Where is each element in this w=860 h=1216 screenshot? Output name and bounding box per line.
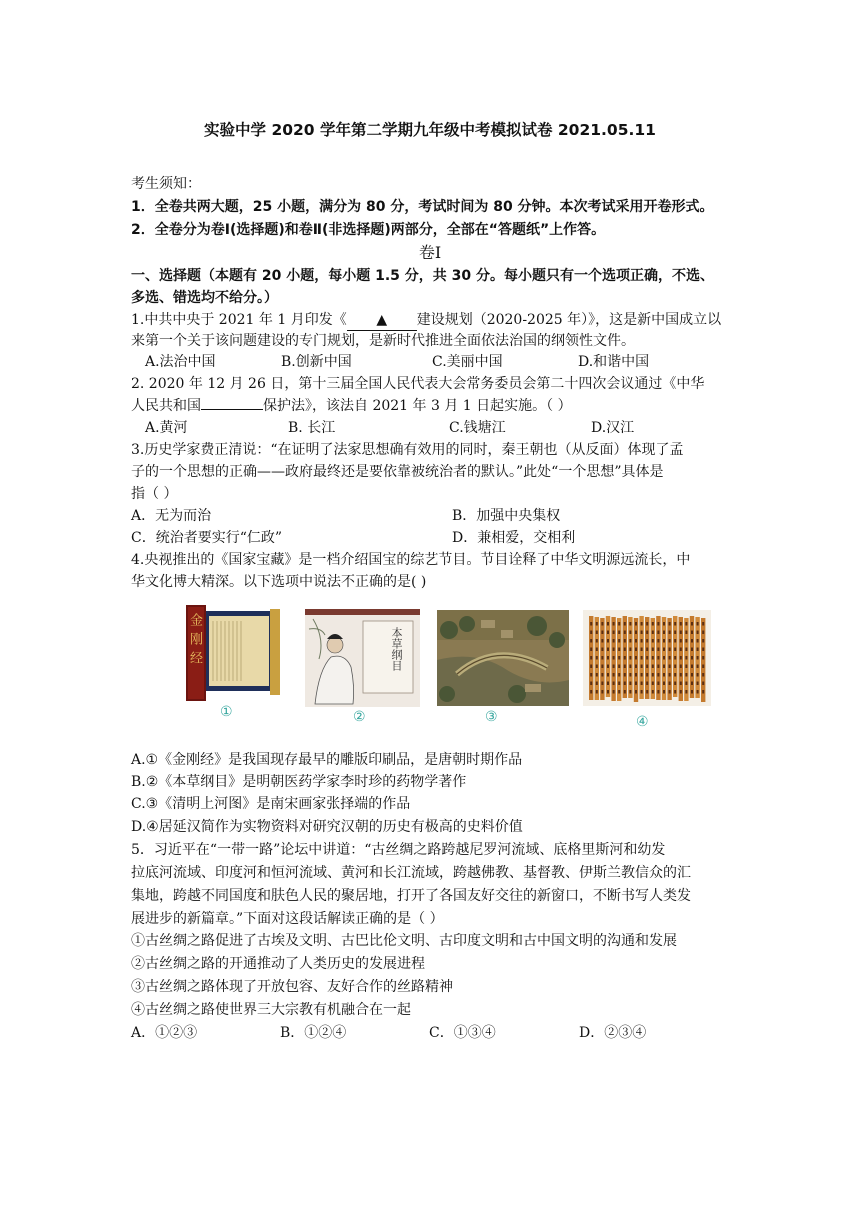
bamboo-slip-character — [685, 682, 687, 686]
q4-stem-line2: 华文化博大精深。以下选项中说法不正确的是( ) — [131, 574, 427, 590]
q4-stem-line1: 4.央视推出的《国家宝藏》是一档介绍国宝的综艺节目。节目诠释了中华文明源远流长，中 — [131, 552, 691, 568]
q1-option-c: C.美丽中国 — [432, 354, 503, 370]
bamboo-slip-character — [680, 622, 682, 626]
bamboo-slip-character — [624, 665, 626, 669]
q1-blank-marker: ▲ — [376, 312, 388, 328]
q5-statement-4: ④古丝绸之路使世界三大宗教有机融合在一起 — [131, 1002, 411, 1018]
bamboo-slip-character — [691, 665, 693, 669]
bamboo-slip-character — [680, 631, 682, 635]
bamboo-slip-character — [697, 682, 699, 686]
bamboo-slip-character — [601, 639, 603, 643]
bamboo-slip-character — [663, 639, 665, 643]
bamboo-slip-character — [685, 631, 687, 635]
bamboo-slip-character — [691, 690, 693, 694]
bamboo-slip-character — [663, 631, 665, 635]
bamboo-slip-character — [652, 622, 654, 626]
q1-option-d: D.和谐中国 — [578, 354, 650, 370]
q3-stem-line3: 指（ ） — [131, 486, 178, 502]
bamboo-slip-character — [641, 690, 643, 694]
exam-title: 实验中学 2020 学年第二学期九年级中考模拟试卷 2021.05.11 — [204, 121, 656, 139]
bamboo-slip-character — [629, 622, 631, 626]
bamboo-slip-character — [685, 665, 687, 669]
q5-option-d: D．②③④ — [579, 1025, 647, 1041]
bamboo-slip-character — [641, 665, 643, 669]
bamboo-slip-character — [646, 673, 648, 677]
bamboo-slip-character — [652, 665, 654, 669]
bamboo-slip-character — [596, 665, 598, 669]
bamboo-slip-character — [596, 648, 598, 652]
bamboo-slip-character — [674, 682, 676, 686]
bamboo-slip-character — [613, 639, 615, 643]
bamboo-slip-character — [590, 682, 592, 686]
bamboo-slip-character — [663, 690, 665, 694]
bamboo-slip-character — [669, 622, 671, 626]
bamboo-slip-character — [691, 622, 693, 626]
bamboo-slip-character — [618, 690, 620, 694]
bamboo-slip-character — [685, 639, 687, 643]
bamboo-slip-character — [697, 673, 699, 677]
bamboo-slip-character — [624, 622, 626, 626]
bamboo-slip-character — [669, 665, 671, 669]
q1-option-b: B.创新中国 — [281, 354, 352, 370]
bamboo-slip-character — [702, 682, 704, 686]
bencao-gangmu-image — [305, 609, 420, 707]
bamboo-slip-character — [646, 648, 648, 652]
bamboo-slip-character — [646, 665, 648, 669]
bamboo-slip-character — [674, 631, 676, 635]
bamboo-slip-character — [624, 682, 626, 686]
bamboo-slip-character — [624, 639, 626, 643]
bamboo-slip-character — [702, 665, 704, 669]
juyan-bamboo-slips-image — [583, 610, 711, 706]
bamboo-slip-character — [680, 665, 682, 669]
bamboo-slip-character — [646, 639, 648, 643]
bamboo-slip-character — [657, 673, 659, 677]
q1-stem-post: 建设规划（2020-2025 年）》，这是新中国成立以 — [416, 312, 722, 328]
bamboo-slip-character — [629, 631, 631, 635]
bamboo-slip-character — [680, 656, 682, 660]
q3-option-c: C．统治者要实行“仁政” — [131, 530, 283, 546]
bamboo-slip-character — [697, 622, 699, 626]
bamboo-slip-character — [652, 648, 654, 652]
notice-item-1: 1．全卷共两大题，25 小题，满分为 80 分，考试时间为 80 分钟。本次考试采用开卷形式。 — [131, 199, 714, 215]
bamboo-slip-character — [674, 639, 676, 643]
bamboo-slip-character — [601, 622, 603, 626]
bamboo-slip-character — [596, 682, 598, 686]
q4-option-b: B.②《本草纲目》是明朝医药学家李时珍的药物学著作 — [131, 774, 467, 790]
bamboo-slip-character — [607, 622, 609, 626]
bamboo-slip-character — [601, 690, 603, 694]
bamboo-slip-character — [596, 639, 598, 643]
q1-stem-line1 — [131, 310, 721, 331]
bencao-gangmu-cover-text: 本草纲目 — [390, 627, 403, 671]
bamboo-slip-character — [635, 622, 637, 626]
bamboo-slip-character — [685, 673, 687, 677]
bamboo-slip-character — [669, 656, 671, 660]
bamboo-slip-character — [669, 673, 671, 677]
bamboo-slip-character — [629, 656, 631, 660]
bamboo-slip-character — [702, 690, 704, 694]
bamboo-slip-character — [590, 673, 592, 677]
bamboo-slip-character — [607, 639, 609, 643]
bamboo-slip-character — [646, 690, 648, 694]
bamboo-slip-character — [657, 665, 659, 669]
q5-statement-1: ①古丝绸之路促进了古埃及文明、古巴比伦文明、古印度文明和古中国文明的沟通和发展 — [131, 933, 677, 949]
bamboo-slip-character — [635, 656, 637, 660]
bamboo-slip-character — [646, 656, 648, 660]
bamboo-slip-character — [685, 690, 687, 694]
bamboo-slip-character — [618, 656, 620, 660]
bamboo-slip-character — [691, 682, 693, 686]
q4-option-d: D.④居延汉简作为实物资料对研究汉朝的历史有极高的史料价值 — [131, 819, 523, 835]
bamboo-slip-character — [657, 648, 659, 652]
q1-option-a: A.法治中国 — [145, 354, 216, 370]
bamboo-slip-character — [663, 682, 665, 686]
bamboo-slip-character — [657, 622, 659, 626]
bamboo-slip-character — [674, 648, 676, 652]
q4-caption-3: ③ — [485, 709, 498, 725]
bamboo-slip-character — [590, 656, 592, 660]
q2-stem-line1: 2. 2020 年 12 月 26 日，第十三届全国人民代表大会常务委员会第二十四次会议通过《中华 — [131, 376, 705, 392]
bamboo-slip-character — [697, 639, 699, 643]
q2-stem-line2 — [131, 396, 572, 416]
bamboo-slip-character — [652, 682, 654, 686]
bamboo-slip-character — [663, 648, 665, 652]
q3-option-b: B．加强中央集权 — [452, 508, 561, 524]
bamboo-slip-character — [657, 639, 659, 643]
bamboo-slip-character — [590, 648, 592, 652]
bamboo-slip-character — [669, 631, 671, 635]
bamboo-slip-character — [674, 656, 676, 660]
bamboo-slip-character — [685, 656, 687, 660]
q4-caption-4: ④ — [636, 714, 649, 730]
qingming-painting-image — [437, 610, 569, 706]
q3-stem-line2: 子的一个思想的正确——政府最终还是要依靠被统治者的默认。”此处“一个思想”具体是 — [131, 464, 664, 480]
bamboo-slip-character — [641, 639, 643, 643]
q2-option-c: C.钱塘江 — [449, 420, 506, 436]
bamboo-slip-character — [613, 690, 615, 694]
bamboo-slip-character — [691, 639, 693, 643]
bamboo-slip-character — [657, 682, 659, 686]
bamboo-slip-character — [697, 631, 699, 635]
q5-statement-2: ②古丝绸之路的开通推动了人类历史的发展进程 — [131, 956, 425, 972]
bamboo-slip-character — [702, 622, 704, 626]
bamboo-slip-character — [702, 648, 704, 652]
q2-option-b: B. 长江 — [288, 420, 336, 436]
bamboo-slip-character — [641, 682, 643, 686]
bamboo-slip-character — [601, 656, 603, 660]
bamboo-slip-character — [652, 631, 654, 635]
q5-stem-line4: 展进步的新篇章。”下面对这段话解读正确的是（ ） — [131, 911, 444, 927]
bamboo-slip-character — [641, 673, 643, 677]
bamboo-slip-character — [613, 656, 615, 660]
bamboo-slip-character — [657, 656, 659, 660]
bamboo-slip-character — [629, 690, 631, 694]
bamboo-slip-character — [629, 673, 631, 677]
bamboo-slip-character — [669, 682, 671, 686]
bamboo-slip-character — [618, 639, 620, 643]
q1-stem-line2: 来第一个关于该问题建设的专门规划，是新时代推进全面依法治国的纲领性文件。 — [131, 333, 635, 349]
bamboo-slip-character — [669, 648, 671, 652]
bamboo-slip-character — [596, 690, 598, 694]
bamboo-slip-character — [613, 673, 615, 677]
bamboo-slip-character — [596, 631, 598, 635]
bamboo-slip-character — [646, 631, 648, 635]
bamboo-slip-character — [685, 622, 687, 626]
bamboo-slip-character — [691, 673, 693, 677]
bamboo-slip-character — [590, 690, 592, 694]
bamboo-slip-character — [629, 682, 631, 686]
q3-option-d: D．兼相爱，交相利 — [452, 530, 576, 546]
q2-stem-post: 保护法》，该法自 2021 年 3 月 1 日起实施。（ ） — [263, 398, 572, 414]
bamboo-slip-character — [669, 690, 671, 694]
bamboo-slip-character — [590, 665, 592, 669]
q2-option-d: D.汉江 — [591, 420, 635, 436]
bamboo-slip-character — [596, 673, 598, 677]
bamboo-slip-character — [613, 622, 615, 626]
diamond-sutra-image — [182, 601, 288, 705]
bamboo-slip-character — [697, 665, 699, 669]
notice-item-2: 2．全卷分为卷Ⅰ(选择题)和卷Ⅱ(非选择题)两部分，全部在“答题纸”上作答。 — [131, 222, 606, 238]
bamboo-slip-character — [607, 673, 609, 677]
bamboo-slip-character — [702, 639, 704, 643]
diamond-sutra-spine-text: 金刚经 — [187, 613, 202, 670]
bamboo-slip-character — [652, 673, 654, 677]
bamboo-slip-character — [613, 648, 615, 652]
bamboo-slip-character — [618, 682, 620, 686]
bamboo-slip-character — [601, 648, 603, 652]
bamboo-slip-character — [674, 690, 676, 694]
bamboo-slip-character — [635, 648, 637, 652]
bamboo-slip-character — [697, 656, 699, 660]
q5-option-b: B．①②④ — [280, 1025, 347, 1041]
bamboo-slip-character — [629, 665, 631, 669]
bamboo-slip-character — [663, 665, 665, 669]
q2-option-a: A.黄河 — [145, 420, 188, 436]
volume-heading: 卷Ⅰ — [418, 243, 442, 262]
bamboo-slip-character — [618, 631, 620, 635]
bamboo-slip-character — [685, 648, 687, 652]
q3-stem-line1: 3.历史学家费正清说：“在证明了法家思想确有效用的同时，秦王朝也（从反面）体现了孟 — [131, 442, 684, 458]
bamboo-slip-character — [607, 690, 609, 694]
q1-blank — [347, 310, 417, 331]
bamboo-slip-character — [702, 656, 704, 660]
bamboo-slip-character — [680, 682, 682, 686]
bamboo-slip-character — [669, 639, 671, 643]
bamboo-slip-character — [702, 631, 704, 635]
bamboo-slip-character — [596, 622, 598, 626]
bamboo-slip-character — [613, 682, 615, 686]
q4-caption-1: ① — [220, 704, 233, 720]
bamboo-slip-character — [607, 656, 609, 660]
bamboo-slip-character — [607, 631, 609, 635]
bamboo-slip-character — [590, 639, 592, 643]
bamboo-slip-character — [691, 648, 693, 652]
bamboo-slip-character — [618, 673, 620, 677]
bamboo-slip-character — [691, 631, 693, 635]
bamboo-slip-character — [680, 639, 682, 643]
q4-option-a: A.①《金刚经》是我国现存最早的雕版印刷品，是唐朝时期作品 — [131, 752, 523, 768]
bamboo-slip-character — [663, 656, 665, 660]
q4-caption-2: ② — [353, 709, 366, 725]
bamboo-slip-character — [657, 690, 659, 694]
q5-stem-line2: 拉底河流域、印度河和恒河流域、黄河和长江流域，跨越佛教、基督教、伊斯兰教信众的汇 — [131, 865, 691, 881]
bamboo-slip-character — [641, 656, 643, 660]
bamboo-slip-character — [652, 656, 654, 660]
notice-header: 考生须知： — [131, 176, 201, 192]
bamboo-slip-character — [691, 656, 693, 660]
q5-stem-line1: 5．习近平在“一带一路”论坛中讲道：“古丝绸之路跨越尼罗河流域、底格里斯河和幼发 — [131, 842, 666, 858]
bamboo-slip-character — [680, 673, 682, 677]
bamboo-slip-character — [601, 682, 603, 686]
q5-option-c: C．①③④ — [429, 1025, 496, 1041]
bamboo-slip-character — [663, 622, 665, 626]
q4-option-c: C.③《清明上河图》是南宋画家张择端的作品 — [131, 796, 411, 812]
bamboo-slip-character — [641, 622, 643, 626]
q2-stem-pre: 人民共和国 — [131, 398, 201, 414]
bamboo-slip-character — [607, 665, 609, 669]
bamboo-slip-character — [674, 665, 676, 669]
bamboo-slip-character — [613, 631, 615, 635]
bamboo-slip-character — [635, 631, 637, 635]
bamboo-slip-character — [680, 648, 682, 652]
bamboo-slip-character — [641, 631, 643, 635]
bamboo-slip-character — [635, 673, 637, 677]
bamboo-slip-character — [624, 673, 626, 677]
q1-stem-pre: 1.中共中央于 2021 年 1 月印发《 — [131, 312, 347, 328]
q3-option-a: A．无为而治 — [131, 508, 212, 524]
bamboo-slip-character — [607, 682, 609, 686]
bamboo-slip-character — [618, 648, 620, 652]
bamboo-slip-character — [635, 690, 637, 694]
bamboo-slip-character — [674, 622, 676, 626]
bamboo-slip-character — [635, 665, 637, 669]
bamboo-slip-character — [652, 639, 654, 643]
section-heading-line1: 一、选择题（本题有 20 小题，每小题 1.5 分，共 30 分。每小题只有一个选项正确，不选、 — [131, 268, 715, 284]
bamboo-slip-character — [629, 648, 631, 652]
bamboo-slip-character — [697, 690, 699, 694]
bamboo-slip-character — [674, 673, 676, 677]
bamboo-slip-character — [635, 639, 637, 643]
section-heading-line2: 多选、错选均不给分。） — [131, 290, 278, 306]
bamboo-slip-character — [702, 673, 704, 677]
bamboo-slip-character — [601, 673, 603, 677]
q5-statement-3: ③古丝绸之路体现了开放包容、友好合作的丝路精神 — [131, 979, 453, 995]
q5-option-a: A．①②③ — [131, 1025, 198, 1041]
bamboo-slip-character — [596, 656, 598, 660]
bamboo-slip-character — [697, 648, 699, 652]
bamboo-slip-character — [646, 622, 648, 626]
bamboo-slip-character — [613, 665, 615, 669]
bamboo-slip-character — [607, 648, 609, 652]
bamboo-slip-character — [590, 622, 592, 626]
bamboo-slip-character — [629, 639, 631, 643]
bamboo-slip-character — [624, 648, 626, 652]
bamboo-slip-character — [618, 665, 620, 669]
bamboo-slip-character — [652, 690, 654, 694]
bamboo-slip-character — [624, 656, 626, 660]
bamboo-slip-character — [601, 665, 603, 669]
bamboo-slip-character — [641, 648, 643, 652]
bamboo-slip-character — [601, 631, 603, 635]
bamboo-slip-character — [590, 631, 592, 635]
bamboo-slip-character — [618, 622, 620, 626]
bamboo-slip-character — [624, 690, 626, 694]
bamboo-slip-character — [624, 631, 626, 635]
q5-stem-line3: 集地，跨越不同国度和肤色人民的聚居地，打开了各国友好交往的新窗口，不断书写人类发 — [131, 888, 691, 904]
q2-blank — [201, 409, 263, 410]
bamboo-slip-character — [680, 690, 682, 694]
bamboo-slip-character — [663, 673, 665, 677]
bamboo-slip-character — [635, 682, 637, 686]
bamboo-slip-character — [646, 682, 648, 686]
bamboo-slip-character — [657, 631, 659, 635]
